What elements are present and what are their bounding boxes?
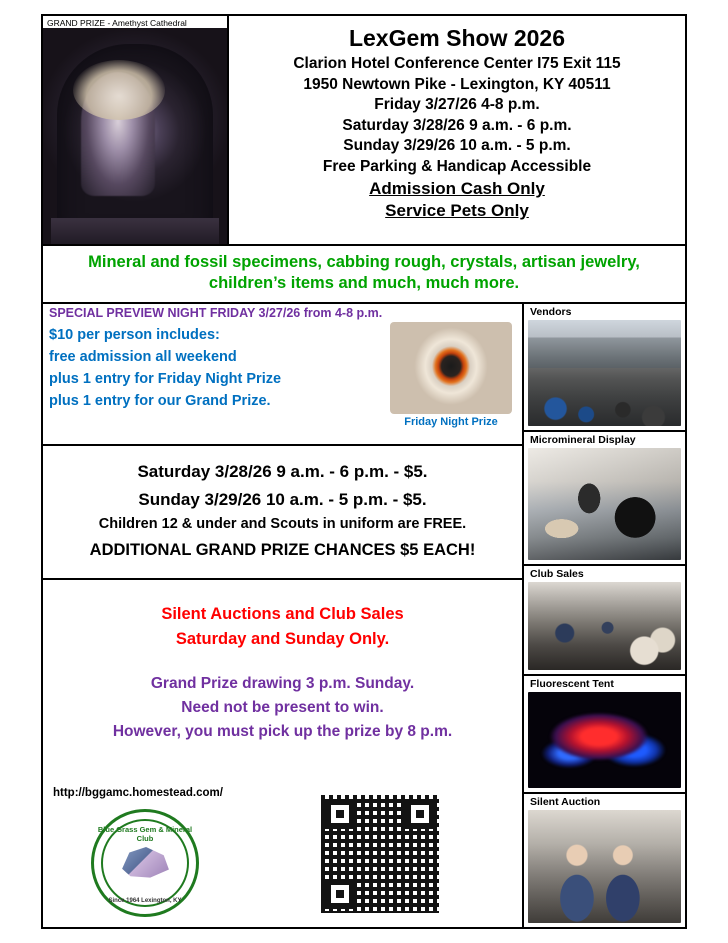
header-line-admission-cash: Admission Cash Only [369,178,545,198]
preview-line-admission: free admission all weekend [49,349,237,366]
auction-line-pickup: However, you must pick up the prize by 8 p.m. [112,722,453,740]
qr-code[interactable] [321,795,439,913]
geode-rim [73,60,165,120]
body-row [43,304,685,927]
header-line-sunday: Sunday 3/29/26 10 a.m. - 5 p.m. [343,137,571,155]
header-line-address: 1950 Newtown Pike - Lexington, KY 40511 [303,75,611,93]
amethyst-geode-photo [43,28,227,244]
friday-night-prize-photo-wrap [390,322,512,428]
qr-eye-bottom-left [325,879,355,909]
club-website-url[interactable]: http://bggamc.homestead.com/ [53,787,223,799]
photo-label-micromineral: Micromineral Display [530,434,636,447]
preview-line-friday-entry: plus 1 entry for Friday Night Prize [49,371,282,388]
friday-night-prize-caption: Friday Night Prize [404,416,498,429]
header-line-venue: Clarion Hotel Conference Center I75 Exit 115 [293,55,621,73]
weekend-admission-block [43,446,522,580]
header-line-parking: Free Parking & Handicap Accessible [322,158,592,176]
photo-card-club-sales [524,566,685,676]
preview-line-grand-entry: plus 1 entry for our Grand Prize. [49,393,271,410]
photo-image-fluorescent-tent [528,692,681,788]
auction-block [43,580,522,927]
weekend-line-extra-chances: ADDITIONAL GRAND PRIZE CHANCES $5 EACH! [89,540,476,559]
left-column [43,304,524,927]
photo-card-fluorescent-tent [524,676,685,794]
photo-image-micromineral [528,448,681,560]
green-banner [43,246,685,304]
grand-prize-photo-cell [43,16,229,244]
preview-night-title: SPECIAL PREVIEW NIGHT FRIDAY 3/27/26 from 4-8 p.m. [49,306,383,321]
photo-label-silent-auction: Silent Auction [530,796,601,809]
auction-line-silent: Silent Auctions and Club Sales [161,605,404,624]
header-line-friday: Friday 3/27/26 4-8 p.m. [374,96,540,114]
header-line-service-pets: Service Pets Only [385,200,529,220]
friday-night-prize-photo [390,322,512,414]
qr-eye-top-left [325,799,355,829]
preview-night-block [43,304,522,446]
weekend-line-sunday: Sunday 3/29/26 10 a.m. - 5 p.m. - $5. [138,489,427,509]
header-line-saturday: Saturday 3/28/26 9 a.m. - 6 p.m. [342,116,572,134]
photo-label-fluorescent-tent: Fluorescent Tent [530,678,614,691]
logo-since-text: Since 1964 Lexington, KY [108,898,182,904]
club-logo [91,809,203,917]
geode-base [51,218,219,244]
weekend-line-children-free: Children 12 & under and Scouts in uniform are FREE. [98,516,467,533]
qr-eye-top-right [405,799,435,829]
photo-label-club-sales: Club Sales [530,568,584,581]
photo-image-club-sales [528,582,681,670]
auction-line-drawing: Grand Prize drawing 3 p.m. Sunday. [150,674,415,692]
photo-image-vendors [528,320,681,426]
header-row [43,16,685,246]
auction-spacer [53,652,512,672]
photo-card-micromineral [524,432,685,566]
photo-card-silent-auction [524,794,685,927]
photo-image-silent-auction [528,810,681,923]
grand-prize-caption: GRAND PRIZE - Amethyst Cathedral [47,18,187,28]
right-photo-column [524,304,685,927]
photo-label-vendors: Vendors [530,306,572,319]
show-title: LexGem Show 2026 [348,25,566,51]
preview-line-price: $10 per person includes: [49,327,220,344]
logo-row [43,803,522,923]
banner-line-2: children’s items and much, much more. [208,274,520,293]
auction-line-days: Saturday and Sunday Only. [175,629,390,648]
flyer-border [41,14,687,929]
auction-line-presence: Need not be present to win. [181,698,384,716]
header-text-block [229,16,685,244]
weekend-line-saturday: Saturday 3/28/26 9 a.m. - 6 p.m. - $5. [137,462,428,482]
photo-card-vendors [524,304,685,432]
banner-line-1: Mineral and fossil specimens, cabbing rough, crystals, artisan jewelry, [88,253,640,271]
logo-club-name: Blue Grass Gem & Mineral Club [97,825,193,843]
